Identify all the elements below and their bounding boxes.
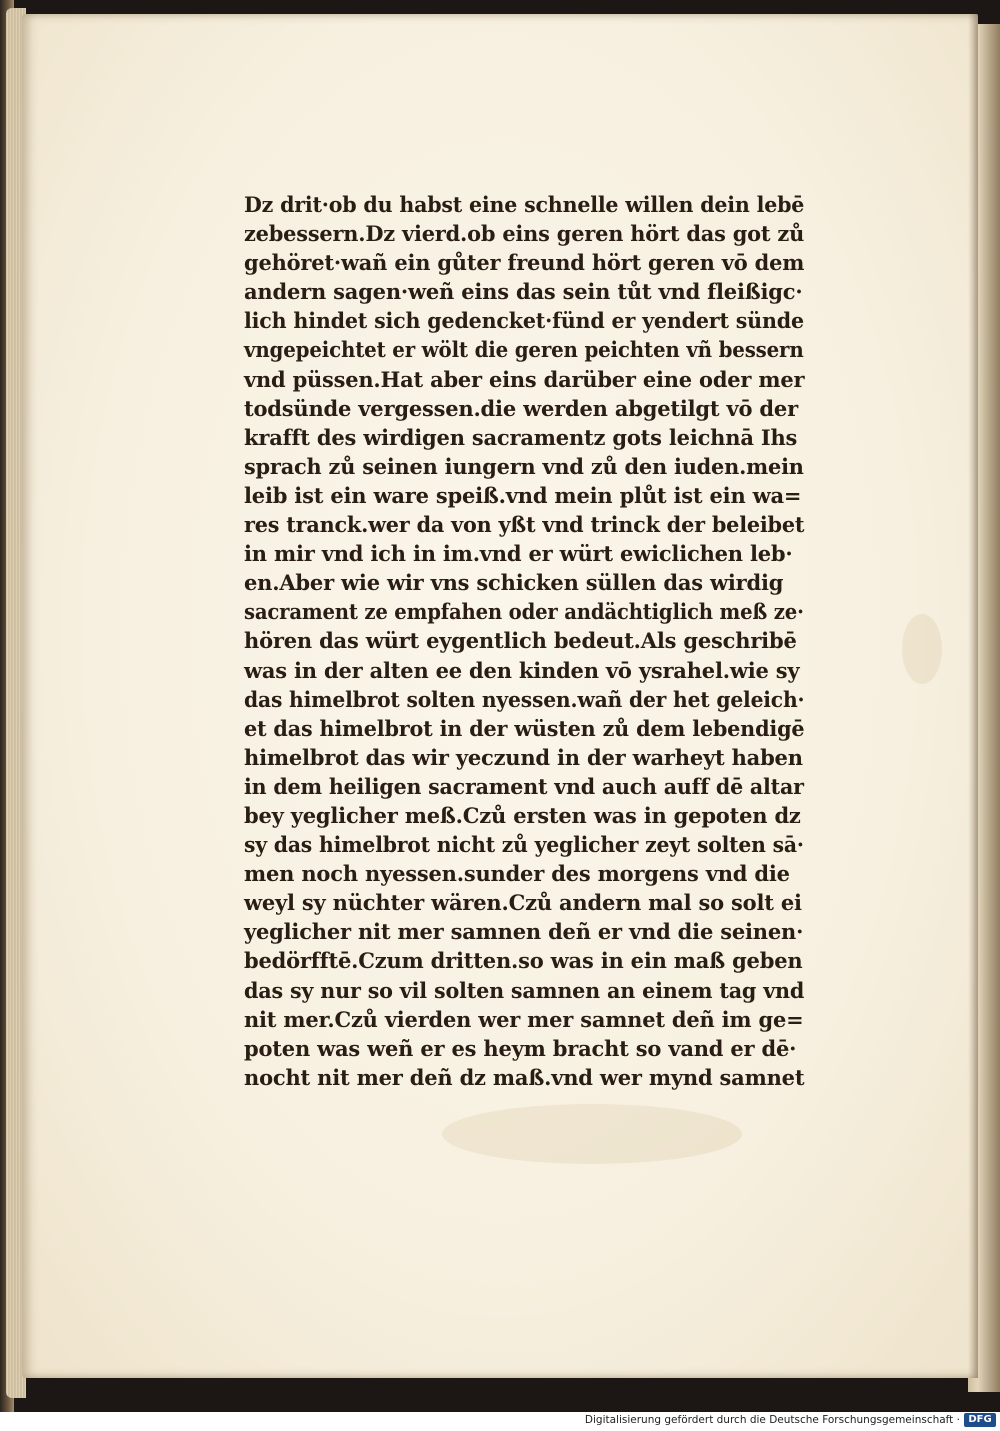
text-line: yeglicher nit mer samnen deñ er vnd die seinen· <box>244 919 804 945</box>
text-line: leib ist ein ware speiß.vnd mein plůt ist ein wa= <box>244 482 802 508</box>
text-line: das himelbrot solten nyessen.wañ der het geleich· <box>244 686 805 712</box>
text-line: weyl sy nüchter wären.Czů andern mal so solt ei <box>244 890 802 916</box>
credit-separator: · <box>956 1414 960 1426</box>
text-line: vnd püssen.Hat aber eins darüber eine oder mer <box>244 366 805 392</box>
text-line: sy das himelbrot nicht zů yeglicher zeyt solten sā· <box>244 832 804 858</box>
text-line: andern sagen·weñ eins das sein tůt vnd fleißigc· <box>244 279 803 305</box>
text-line: himelbrot das wir yeczund in der warheyt haben <box>244 744 803 770</box>
gutter-shadow <box>968 14 978 1378</box>
text-line: lich hindet sich gedencket·fünd er yendert sünde <box>244 308 804 334</box>
text-line: in dem heiligen sacrament vnd auch auff dē altar <box>244 773 804 799</box>
incunabula-text-block <box>244 190 804 1092</box>
funding-credit-text: Digitalisierung gefördert durch die Deutsche Forschungsgemeinschaft <box>584 1414 954 1426</box>
text-line: men noch nyessen.sunder des morgens vnd die <box>244 861 790 887</box>
text-line: todsünde vergessen.die werden abgetilgt vō der <box>244 395 798 421</box>
text-line: gehöret·wañ ein gůter freund hört geren vō dem <box>244 250 805 276</box>
paper-stain <box>442 1104 742 1164</box>
text-line: zebessern.Dz vierd.ob eins geren hört das got zů <box>244 221 805 247</box>
text-line: bey yeglicher meß.Czů ersten was in gepoten dz <box>244 802 801 828</box>
text-line: sacrament ze empfahen oder andächtiglich meß ze· <box>244 599 804 625</box>
text-line: Dz drit·ob du habst eine schnelle willen dein lebē <box>244 192 805 217</box>
text-line: hören das würt eygentlich bedeut.Als geschribē <box>244 628 797 654</box>
text-line: et das himelbrot in der wüsten zů dem lebendigē <box>244 715 805 741</box>
text-line: in mir vnd ich in im.vnd er würt ewiclichen leb· <box>244 541 793 567</box>
text-line: bedörfftē.Czum dritten.so was in ein maß geben <box>244 948 803 974</box>
text-line: vngepeichtet er wölt die geren peichten vñ bessern <box>244 337 804 363</box>
text-line: nit mer.Czů vierden wer mer samnet deñ im ge= <box>244 1006 804 1032</box>
text-line: das sy nur so vil solten samnen an einem tag vnd <box>244 977 805 1003</box>
text-line: poten was weñ er es heym bracht so vand er dē· <box>244 1035 797 1061</box>
text-line: sprach zů seinen iungern vnd zů den iuden.mein <box>244 453 804 479</box>
dfg-logo-icon[interactable]: DFG <box>964 1413 996 1427</box>
text-line: en.Aber wie wir vns schicken süllen das wirdig <box>244 570 784 596</box>
text-line: krafft des wirdigen sacramentz gots leichnā Ihs <box>244 424 798 450</box>
text-line: res tranck.wer da von yßt vnd trinck der beleibet <box>244 512 805 538</box>
paper-stain <box>902 614 942 684</box>
text-line: was in der alten ee den kinden vō ysrahel.wie sy <box>244 657 800 683</box>
funding-credit <box>585 1414 960 1426</box>
text-line: nocht nit mer deñ dz maß.vnd wer mynd samnet <box>244 1064 805 1090</box>
